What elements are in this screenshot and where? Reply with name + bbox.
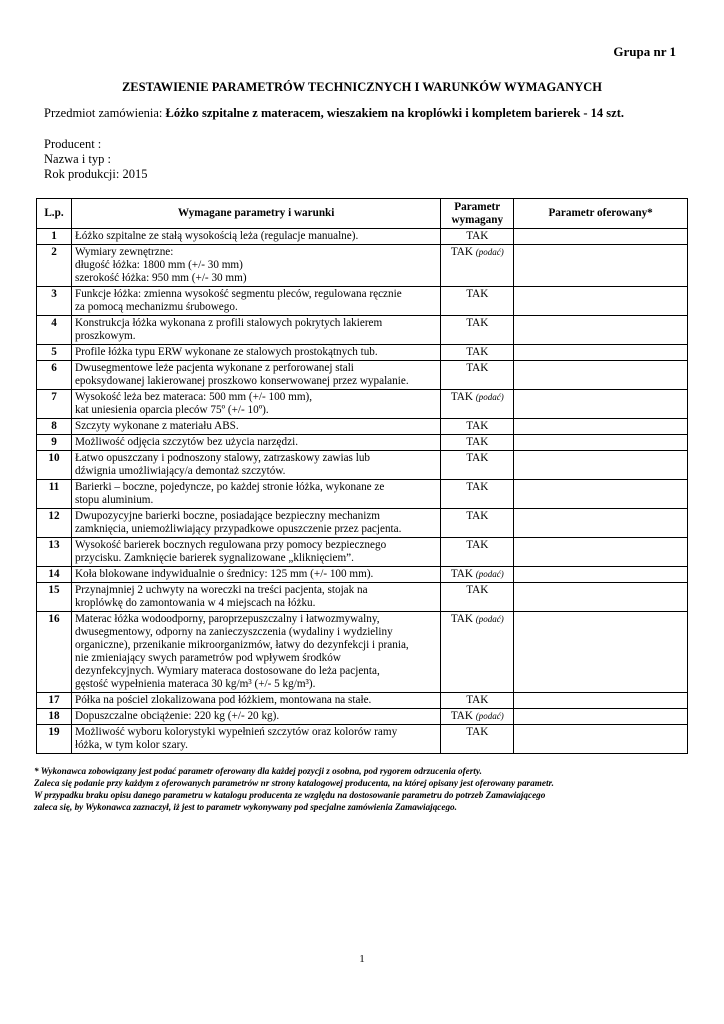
- row-required: [441, 509, 514, 538]
- row-number: 12: [37, 509, 72, 538]
- row-description: [71, 451, 440, 480]
- table-row: [37, 287, 688, 316]
- required-value: TAK: [466, 694, 489, 706]
- row-offered-input[interactable]: [514, 583, 688, 612]
- row-number: 17: [37, 693, 72, 709]
- row-description: [71, 583, 440, 612]
- row-required: [441, 245, 514, 287]
- row-required: [441, 725, 514, 754]
- row-offered-input[interactable]: [514, 345, 688, 361]
- row-required: [441, 419, 514, 435]
- row-number: 14: [37, 567, 72, 583]
- group-number: Grupa nr 1: [613, 44, 676, 59]
- row-number: 11: [37, 480, 72, 509]
- row-offered-input[interactable]: [514, 709, 688, 725]
- required-value: TAK: [466, 346, 489, 358]
- description-line: dwusegmentowy, odporny na zanieczyszczenia (wydaliny i wydzieliny: [74, 626, 393, 638]
- footnote-line: W przypadku braku opisu danego parametru w katalogu producenta ze względu na dostosowanie parametru do potrzeb Zamawiającego: [34, 790, 546, 800]
- row-number: 2: [37, 245, 72, 287]
- row-required: [441, 612, 514, 693]
- row-number: 5: [37, 345, 72, 361]
- row-number: 8: [37, 419, 72, 435]
- row-required: [441, 451, 514, 480]
- table-row: [37, 612, 688, 693]
- description-line: Funkcje łóżka: zmienna wysokość segmentu pleców, regulowana ręcznie: [74, 288, 402, 300]
- row-number: 7: [37, 390, 72, 419]
- row-number: 18: [37, 709, 72, 725]
- header-required-param: Parametr wymagany: [441, 199, 514, 229]
- row-required: [441, 583, 514, 612]
- description-line: gęstość wypełnienia materaca 30 kg/m³ (+/- 5 kg/m³).: [74, 678, 316, 690]
- table-row: [37, 451, 688, 480]
- row-description: [71, 612, 440, 693]
- row-offered-input[interactable]: [514, 567, 688, 583]
- subject-value: Łóżko szpitalne z materacem, wieszakiem na kroplówki i kompletem barierek - 14 szt.: [165, 106, 625, 120]
- header-offered-param: Parametr oferowany*: [514, 199, 688, 229]
- description-line: Wymiary zewnętrzne:: [74, 246, 174, 258]
- table-row: [37, 361, 688, 390]
- page-title: ZESTAWIENIE PARAMETRÓW TECHNICZNYCH I WARUNKÓW WYMAGANYCH: [121, 80, 603, 94]
- table-row: [37, 538, 688, 567]
- footnote-line: * Wykonawca zobowiązany jest podać parametr oferowany dla każdej pozycji z osobna, pod rygorem odrzucenia oferty.: [34, 766, 482, 776]
- table-row: [37, 693, 688, 709]
- table-row: [37, 567, 688, 583]
- description-line: stopu aluminium.: [74, 494, 154, 506]
- row-required: [441, 390, 514, 419]
- row-offered-input[interactable]: [514, 229, 688, 245]
- description-line: łóżka, w tym kolor szary.: [74, 739, 188, 751]
- row-offered-input[interactable]: [514, 435, 688, 451]
- description-line: kroplówkę do zamontowania w 4 miejscach na łóżku.: [74, 597, 316, 609]
- table-row: [37, 229, 688, 245]
- description-line: Konstrukcja łóżka wykonana z profili stalowych pokrytych lakierem: [74, 317, 383, 329]
- name-type-label: Nazwa i typ :: [44, 152, 111, 166]
- row-offered-input[interactable]: [514, 316, 688, 345]
- row-required: [441, 345, 514, 361]
- row-description: [71, 345, 440, 361]
- row-number: 15: [37, 583, 72, 612]
- required-value: TAK: [450, 568, 473, 580]
- description-line: Wysokość barierek bocznych regulowana przy pomocy bezpiecznego: [74, 539, 387, 551]
- footnote: [34, 765, 694, 813]
- page-number: 1: [359, 953, 365, 965]
- description-line: Profile łóżka typu ERW wykonane ze stalowych prostokątnych tub.: [74, 346, 378, 358]
- row-description: [71, 287, 440, 316]
- required-value: TAK: [466, 288, 489, 300]
- row-description: [71, 567, 440, 583]
- row-number: 10: [37, 451, 72, 480]
- footnote-line: Zaleca się podanie przy każdym z oferowanych parametrów nr strony katalogowej producenta, na której opisany jest oferowany parametr.: [34, 778, 554, 788]
- row-number: 9: [37, 435, 72, 451]
- description-line: Wysokość leża bez materaca: 500 mm (+/- 100 mm),: [74, 391, 313, 403]
- table-row: [37, 435, 688, 451]
- row-number: 16: [37, 612, 72, 693]
- row-offered-input[interactable]: [514, 693, 688, 709]
- row-required: [441, 480, 514, 509]
- description-line: długość łóżka: 1800 mm (+/- 30 mm): [74, 259, 243, 271]
- required-value: TAK: [450, 391, 473, 403]
- row-description: [71, 419, 440, 435]
- description-line: dźwignia umożliwiający/a demontaż szczytów.: [74, 465, 286, 477]
- row-required: [441, 229, 514, 245]
- required-value: TAK: [466, 317, 489, 329]
- description-line: Możliwość odjęcia szczytów bez użycia narzędzi.: [74, 436, 298, 448]
- row-offered-input[interactable]: [514, 612, 688, 693]
- subject-label: Przedmiot zamówienia:: [44, 106, 166, 120]
- required-value: TAK: [466, 584, 489, 596]
- description-line: Dwusegmentowe leże pacjenta wykonane z perforowanej stali: [74, 362, 354, 374]
- row-required: [441, 709, 514, 725]
- description-line: epoksydowanej lakierowanej proszkowo konserwowanej przez wypalanie.: [74, 375, 409, 387]
- required-value: TAK: [466, 481, 489, 493]
- row-number: 6: [37, 361, 72, 390]
- parameters-table: [36, 198, 688, 754]
- row-description: [71, 361, 440, 390]
- description-line: organiczne), przenikanie mikroorganizmów, łatwy do dezynfekcji i prania,: [74, 639, 409, 651]
- row-offered-input[interactable]: [514, 390, 688, 419]
- description-line: nie zmieniający swych parametrów pod wpływem środków: [74, 652, 341, 664]
- description-line: proszkowym.: [74, 330, 136, 342]
- row-offered-input[interactable]: [514, 480, 688, 509]
- required-note: (podać): [475, 392, 504, 402]
- description-line: przycisku. Zamknięcie barierek sygnalizowane „kliknięciem”.: [74, 552, 354, 564]
- description-line: Szczyty wykonane z materiału ABS.: [74, 420, 239, 432]
- row-description: [71, 725, 440, 754]
- header-requirements: Wymagane parametry i warunki: [71, 199, 440, 229]
- row-description: [71, 435, 440, 451]
- required-note: (podać): [475, 711, 504, 721]
- row-required: [441, 287, 514, 316]
- required-value: TAK: [450, 246, 473, 258]
- row-description: [71, 693, 440, 709]
- row-required: [441, 361, 514, 390]
- description-line: Łóżko szpitalne ze stałą wysokością leża (regulacje manualne).: [74, 230, 359, 242]
- row-offered-input[interactable]: [514, 509, 688, 538]
- row-description: [71, 538, 440, 567]
- description-line: Możliwość wyboru kolorystyki wypełnień szczytów oraz kolorów ramy: [74, 726, 398, 738]
- row-number: 4: [37, 316, 72, 345]
- table-row: [37, 709, 688, 725]
- row-offered-input[interactable]: [514, 451, 688, 480]
- description-line: Łatwo opuszczany i podnoszony stalowy, zatrzaskowy zawias lub: [74, 452, 371, 464]
- table-row: [37, 419, 688, 435]
- description-line: Materac łóżka wodoodporny, paroprzepuszczalny i łatwozmywalny,: [74, 613, 380, 625]
- description-line: Przynajmniej 2 uchwyty na woreczki na treści pacjenta, stojak na: [74, 584, 368, 596]
- table-row: [37, 390, 688, 419]
- description-line: Półka na pościel zlokalizowana pod łóżkiem, montowana na stałe.: [74, 694, 372, 706]
- row-offered-input[interactable]: [514, 361, 688, 390]
- required-note: (podać): [475, 569, 504, 579]
- production-year: Rok produkcji: 2015: [44, 167, 148, 181]
- table-body: [37, 229, 688, 754]
- header-lp: L.p.: [37, 199, 72, 229]
- row-required: [441, 316, 514, 345]
- table-row: [37, 725, 688, 754]
- row-required: [441, 538, 514, 567]
- required-value: TAK: [450, 613, 473, 625]
- row-description: [71, 709, 440, 725]
- row-offered-input[interactable]: [514, 287, 688, 316]
- required-value: TAK: [466, 726, 489, 738]
- table-row: [37, 316, 688, 345]
- row-offered-input[interactable]: [514, 245, 688, 287]
- description-line: zamknięcia, uniemożliwiający przypadkowe opuszczenie przez pacjenta.: [74, 523, 402, 535]
- required-value: TAK: [466, 539, 489, 551]
- required-value: TAK: [466, 230, 489, 242]
- required-note: (podać): [475, 614, 504, 624]
- table-row: [37, 509, 688, 538]
- row-offered-input[interactable]: [514, 725, 688, 754]
- footnote-line: zaleca się, by Wykonawca zaznaczył, iż jest to parametr wykonywany pod specjalne zamówienia Zamawiającego.: [34, 802, 457, 812]
- row-required: [441, 435, 514, 451]
- order-subject: [44, 106, 624, 121]
- row-description: [71, 480, 440, 509]
- row-required: [441, 567, 514, 583]
- table-row: [37, 345, 688, 361]
- row-number: 19: [37, 725, 72, 754]
- row-description: [71, 316, 440, 345]
- row-number: 1: [37, 229, 72, 245]
- producer-label: Producent :: [44, 137, 102, 151]
- table-row: [37, 480, 688, 509]
- row-required: [441, 693, 514, 709]
- description-line: dezynfekcyjnych. Wymiary materaca dostosowane do leża pacjenta,: [74, 665, 380, 677]
- description-line: szerokość łóżka: 950 mm (+/- 30 mm): [74, 272, 247, 284]
- row-description: [71, 509, 440, 538]
- row-description: [71, 390, 440, 419]
- description-line: Dwupozycyjne barierki boczne, posiadające bezpieczny mechanizm: [74, 510, 380, 522]
- description-line: Dopuszczalne obciążenie: 220 kg (+/- 20 kg).: [74, 710, 280, 722]
- row-number: 13: [37, 538, 72, 567]
- required-value: TAK: [466, 362, 489, 374]
- required-value: TAK: [466, 420, 489, 432]
- description-line: kat uniesienia oparcia pleców 75º (+/- 10º).: [74, 404, 269, 416]
- row-number: 3: [37, 287, 72, 316]
- row-offered-input[interactable]: [514, 538, 688, 567]
- required-value: TAK: [466, 510, 489, 522]
- description-line: Barierki – boczne, pojedyncze, po każdej stronie łóżka, wykonane ze: [74, 481, 385, 493]
- table-row: [37, 245, 688, 287]
- description-line: Koła blokowane indywidualnie o średnicy: 125 mm (+/- 100 mm).: [74, 568, 374, 580]
- table-row: [37, 583, 688, 612]
- required-value: TAK: [466, 452, 489, 464]
- required-value: TAK: [466, 436, 489, 448]
- description-line: za pomocą mechanizmu śrubowego.: [74, 301, 238, 313]
- row-offered-input[interactable]: [514, 419, 688, 435]
- row-description: [71, 245, 440, 287]
- row-description: [71, 229, 440, 245]
- required-note: (podać): [475, 247, 504, 257]
- required-value: TAK: [450, 710, 473, 722]
